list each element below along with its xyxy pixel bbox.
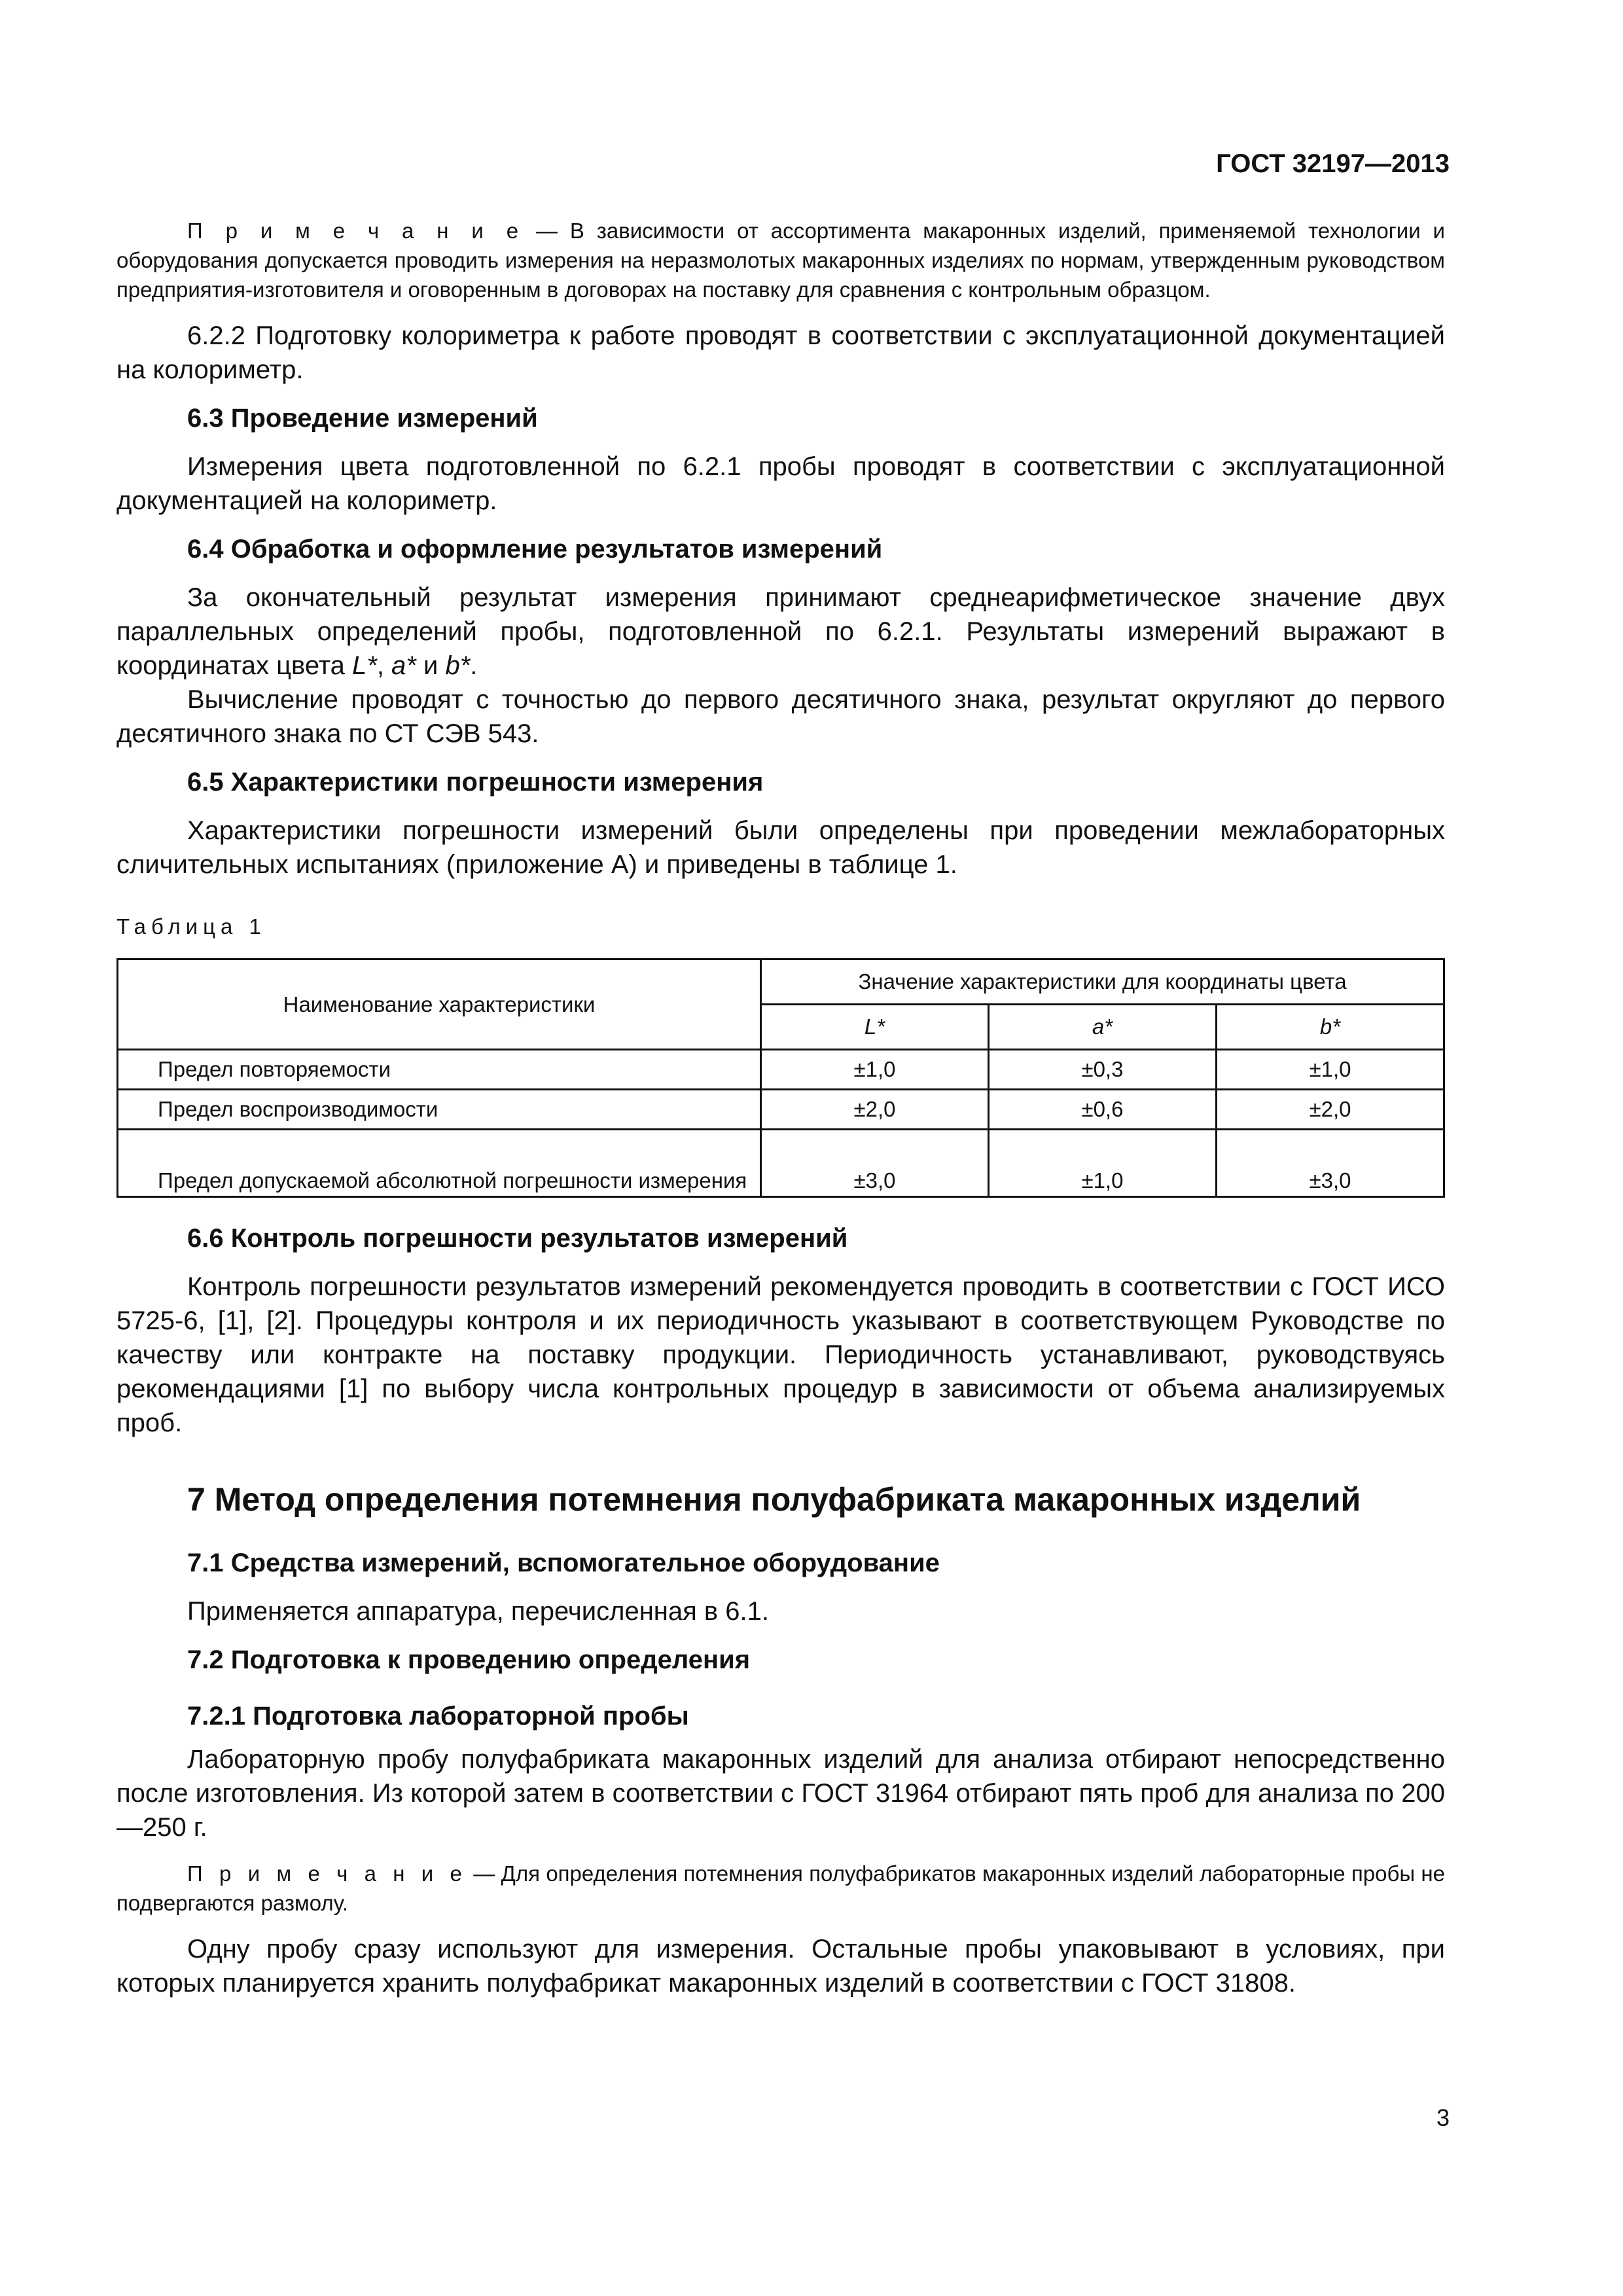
note-2-text: — Для определения потемнения полуфабрикатов макаронных изделий лабораторные пробы не подвергаются размолу. [116,1861,1446,1915]
table-caption: Таблица 1 [116,914,266,939]
row-value: ±2,0 [761,1090,989,1130]
table-1 [116,958,1445,1198]
paragraph-6-4-b: Вычисление проводят с точностью до первого десятичного знака, результат округляют до первого десятичного знака по СТ СЭВ 543. [116,685,1445,748]
heading-6-4: 6.4 Обработка и оформление результатов измерений [187,535,883,564]
table-row [118,1050,1444,1090]
row-value: ±1,0 [1216,1050,1444,1090]
heading-6-5: 6.5 Характеристики погрешности измерения [187,768,764,797]
header-coord-l: L* [761,1005,989,1050]
row-name: Предел допускаемой абсолютной погрешности измерения [118,1130,761,1197]
table-row [118,1090,1444,1130]
heading-7-2-1: 7.2.1 Подготовка лабораторной пробы [187,1702,689,1731]
header-coord-a: a* [988,1005,1216,1050]
sep-1: , [376,651,392,680]
table-row [118,1130,1444,1197]
paragraph-6-6: Контроль погрешности результатов измерений рекомендуется проводить в соответствии с ГОСТ ИСО 5725-6, [1], [2]. Процедуры контроля и их периодичность указывают в соответствующем Руководстве по качеству или контракте на поставку продукции. Периодичность устанавливают, руководствуясь рекомендациями [1] по выбору числа контрольных процедур в зависимости от объема анализируемых проб. [116,1272,1445,1437]
heading-7: 7 Метод определения потемнения полуфабриката макаронных изделий [187,1481,1361,1518]
p-6-4-text: За окончательный результат измерения принимают среднеарифметическое значение двух параллельных определений пробы, подготовленной по 6.2.1. Результаты измерений выражают в координатах цвета [116,583,1445,680]
header-name: Наименование характеристики [118,960,761,1050]
table-header-row [118,960,1444,1005]
heading-6-6: 6.6 Контроль погрешности результатов измерений [187,1224,848,1253]
row-value: ±3,0 [1216,1130,1444,1197]
coord-a: a* [391,651,416,680]
row-name: Предел повторяемости [118,1050,761,1090]
heading-6-3: 6.3 Проведение измерений [187,404,538,433]
paragraph-final: Одну пробу сразу используют для измерения. Остальные пробы упаковывают в условиях, при которых планируется хранить полуфабрикат макаронных изделий в соответствии с ГОСТ 31808. [116,1935,1445,1998]
header-coord-b: b* [1216,1005,1444,1050]
heading-7-1: 7.1 Средства измерений, вспомогательное оборудование [187,1549,940,1577]
note-1-text: — В зависимости от ассортимента макаронных изделий, применяемой технологии и оборудования допускается проводить измерения на неразмолотых макаронных изделиях по нормам, утвержденным руководством предприятия-изготовителя и оговоренным в договорах на поставку для сравнения с контрольным образцом. [116,219,1445,302]
row-value: ±0,6 [988,1090,1216,1130]
paragraph-6-3: Измерения цвета подготовленной по 6.2.1 пробы проводят в соответствии с эксплуатационной документацией на колориметр. [116,452,1445,515]
paragraph-7-2-1: Лабораторную пробу полуфабриката макаронных изделий для анализа отбирают непосредственно после изготовления. Из которой затем в соответствии с ГОСТ 31964 отбирают пять проб для анализа по 200—250 г. [116,1745,1445,1842]
document-header: ГОСТ 32197—2013 [1216,149,1450,178]
note-1 [116,216,1445,304]
page-number: 3 [1436,2104,1450,2131]
row-value: ±3,0 [761,1130,989,1197]
coord-b: b* [445,651,471,680]
row-value: ±1,0 [761,1050,989,1090]
paragraph-6-2-2: 6.2.2 Подготовку колориметра к работе проводят в соответствии с эксплуатационной документацией на колориметр. [116,321,1445,384]
paragraph-6-4-a [116,581,1445,683]
row-value: ±2,0 [1216,1090,1444,1130]
note-1-label: П р и м е ч а н и е [187,219,524,243]
header-group: Значение характеристики для координаты цвета [761,960,1444,1005]
row-value: ±0,3 [988,1050,1216,1090]
p-6-4-end: . [470,651,478,680]
page-content [116,216,1445,2000]
row-value: ±1,0 [988,1130,1216,1197]
heading-7-2: 7.2 Подготовка к проведению определения [187,1645,751,1674]
paragraph-6-5: Характеристики погрешности измерений были определены при проведении межлабораторных сличительных испытаниях (приложение А) и приведены в таблице 1. [116,816,1445,879]
sep-2: и [416,651,446,680]
coord-l: L* [352,651,377,680]
note-2 [116,1859,1445,1918]
paragraph-7-1: Применяется аппаратура, перечисленная в 6.1. [187,1597,769,1626]
row-name: Предел воспроизводимости [118,1090,761,1130]
note-2-label: П р и м е ч а н и е [187,1861,467,1886]
